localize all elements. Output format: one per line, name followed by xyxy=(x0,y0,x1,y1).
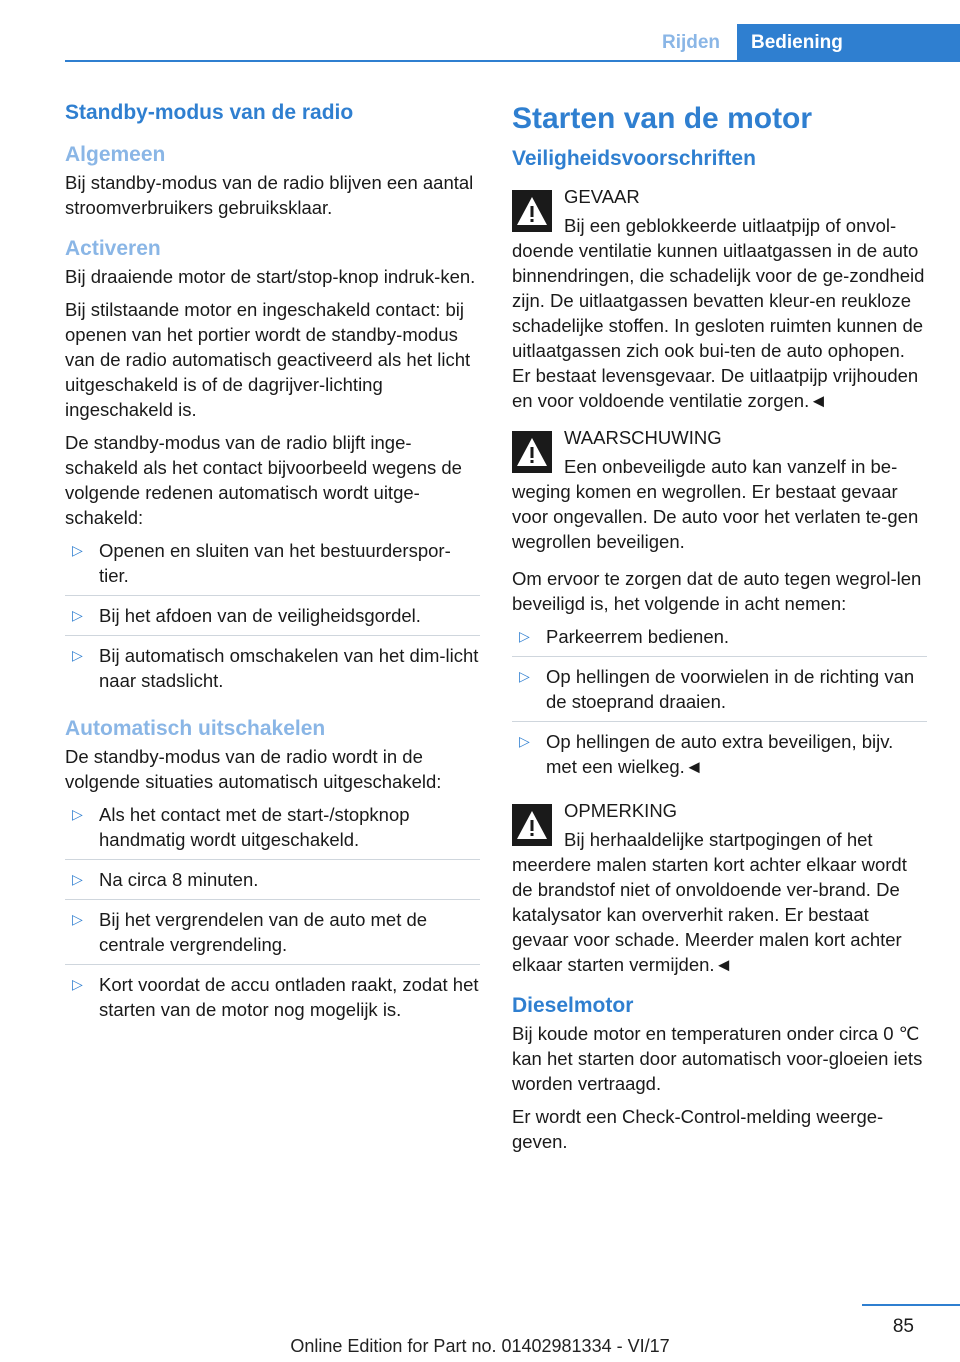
list-item: ▷ Op hellingen de auto extra beveiligen, bijv. met een wielkeg.◄ xyxy=(519,731,894,777)
warning-triangle-icon xyxy=(512,804,552,846)
notice-label: WAARSCHUWING xyxy=(564,427,722,448)
triangle-right-icon: ▷ xyxy=(72,542,83,558)
edition-footer: Online Edition for Part no. 01402981334 - VI/17 xyxy=(290,1336,670,1356)
triangle-right-icon: ▷ xyxy=(72,647,83,663)
header-section-rijden: Rijden xyxy=(661,32,721,53)
text-activeren-3: De standby-modus van de radio blijft inge-schakeld als het contact bijvoorbeeld wegens de volgende redenen automatisch wordt uitge-schakeld: xyxy=(65,432,462,528)
list-item: ▷ Kort voordat de accu ontladen raakt, zodat het starten van de motor nog mogelijk is. xyxy=(72,974,479,1020)
list-uitschakelen xyxy=(65,802,480,1029)
page-number: 85 xyxy=(892,1316,914,1337)
heading-dieselmotor: Dieselmotor xyxy=(512,994,634,1017)
list-item: ▷ Parkeerrem bedienen. xyxy=(512,624,927,657)
notice-waarschuwing xyxy=(512,425,927,554)
text-activeren-1: Bij draaiende motor de start/stop-knop indruk-ken. xyxy=(65,266,476,287)
left-column xyxy=(65,100,480,1037)
list-item: ▷ Openen en sluiten van het bestuurderspor-tier. xyxy=(65,538,480,596)
warning-triangle-icon xyxy=(512,190,552,232)
list-item: ▷ Na circa 8 minuten. xyxy=(65,867,480,900)
list-item: ▷ Bij het afdoen van de veiligheidsgordel. xyxy=(65,603,480,636)
list-item: ▷ Als het contact met de start-/stopknop handmatig wordt uitgeschakeld. xyxy=(65,802,480,860)
triangle-right-icon: ▷ xyxy=(72,976,83,992)
notice-label: OPMERKING xyxy=(564,800,678,821)
header-chapter-bediening: Bediening xyxy=(737,24,960,62)
notice-opmerking xyxy=(512,798,927,977)
notice-gevaar xyxy=(512,184,927,413)
triangle-right-icon: ▷ xyxy=(519,668,530,684)
text-wegrollen: Om ervoor te zorgen dat de auto tegen wegrol-len beveiligd is, het volgende in acht nemen: xyxy=(512,568,922,614)
heading-activeren: Activeren xyxy=(65,237,161,260)
text-diesel-2: Er wordt een Check-Control-melding weerge-geven. xyxy=(512,1106,884,1152)
notice-text: Bij een geblokkeerde uitlaatpijp of onvol-doende ventilatie kunnen uitlaatgassen in de auto binnendringen, die schadelijk voor de ge-zondheid zijn. De uitlaatgassen bevatten kleur-en reukloze schadelijke stoffen. In gesloten ruimten kunnen de uitlaatgassen zich ook bui-ten de auto ophopen. Er bestaat levensgevaar. De uitlaatpijp vrijhouden en voor voldoende ventilatie zorgen.◄ xyxy=(512,215,925,411)
text-algemeen: Bij standby-modus van de radio blijven een aantal stroomverbruikers gebruiksklaar. xyxy=(65,172,474,218)
triangle-right-icon: ▷ xyxy=(519,628,530,644)
section-title-starten: Starten van de motor xyxy=(512,102,813,135)
right-column xyxy=(512,100,927,1162)
notice-text: Bij herhaaldelijke startpogingen of het meerdere malen starten kort achter elkaar wordt de brandstof niet of onvoldoende ver-brand. De katalysator kan oververhit raken. Er bestaat gevaar voor schade. Meerder malen kort achter elkaar starten vermijden.◄ xyxy=(512,829,907,975)
notice-text: Een onbeveiligde auto kan vanzelf in be-weging komen en wegrollen. Er bestaat gevaar voor ongevallen. De auto voor het verlaten te-gen wegrollen beveiligen. xyxy=(512,456,919,552)
triangle-right-icon: ▷ xyxy=(72,806,83,822)
footer-rule xyxy=(862,1304,960,1306)
triangle-right-icon: ▷ xyxy=(72,911,83,927)
text-diesel-1: Bij koude motor en temperaturen onder circa 0 ℃ kan het starten door automatisch voor-gloeien iets worden vertraagd. xyxy=(512,1023,923,1094)
warning-triangle-icon xyxy=(512,431,552,473)
header-rule xyxy=(65,60,960,62)
heading-algemeen: Algemeen xyxy=(65,143,166,166)
text-uitschakelen: De standby-modus van de radio wordt in de volgende situaties automatisch uitgeschakeld: xyxy=(65,746,442,792)
notice-label: GEVAAR xyxy=(564,186,640,207)
list-activeren xyxy=(65,538,480,700)
triangle-right-icon: ▷ xyxy=(72,607,83,623)
list-item: ▷ Bij het vergrendelen van de auto met de centrale vergrendeling. xyxy=(65,907,480,965)
list-wegrollen xyxy=(512,624,927,786)
triangle-right-icon: ▷ xyxy=(72,871,83,887)
heading-veiligheidsvoorschriften: Veiligheidsvoorschriften xyxy=(512,147,756,170)
list-item: ▷ Op hellingen de voorwielen in de richting van de stoeprand draaien. xyxy=(512,664,927,722)
text-activeren-2: Bij stilstaande motor en ingeschakeld contact: bij openen van het portier wordt de standby-modus van de radio automatisch geactiveerd als het licht uitgeschakeld is of de dagrijver-lichting ingeschakeld is. xyxy=(65,299,471,420)
heading-automatisch-uitschakelen: Automatisch uitschakelen xyxy=(65,717,326,740)
section-title-standby: Standby-modus van de radio xyxy=(65,101,354,124)
triangle-right-icon: ▷ xyxy=(519,733,530,749)
list-item: ▷ Bij automatisch omschakelen van het dim-licht naar stadslicht. xyxy=(72,645,479,691)
